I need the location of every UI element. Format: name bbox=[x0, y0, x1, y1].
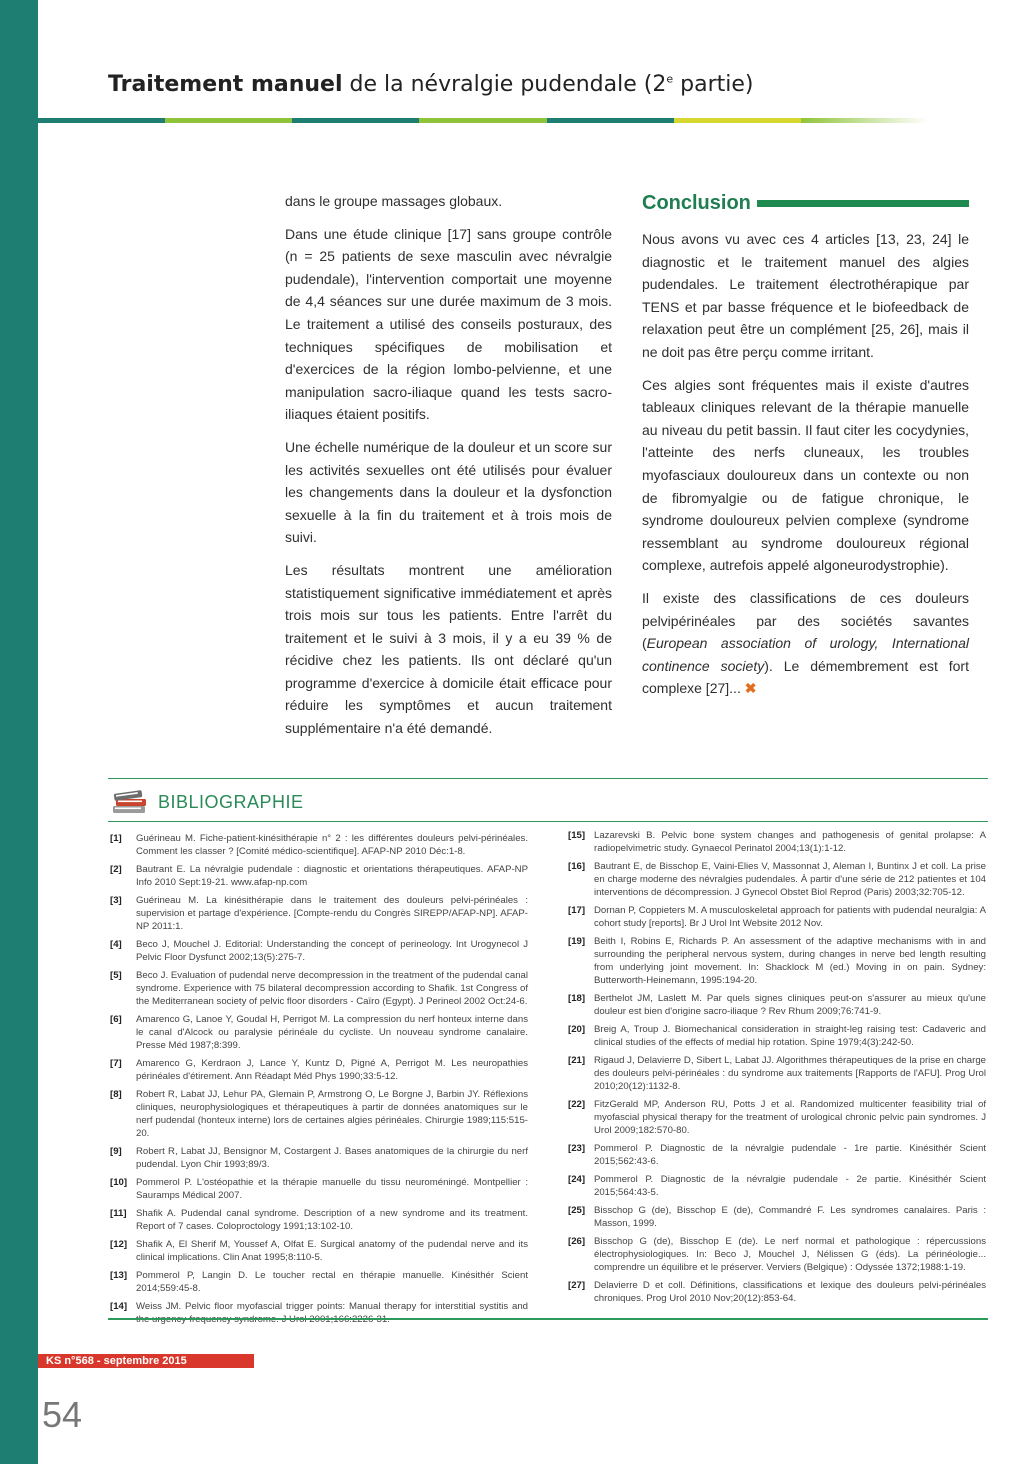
article-title-bold: Traitement manuel bbox=[108, 72, 343, 97]
left-color-strip bbox=[0, 0, 38, 1464]
end-of-article-icon: ✖ bbox=[744, 680, 757, 697]
reference-item bbox=[110, 1145, 528, 1171]
reference-number: [14] bbox=[110, 1301, 128, 1312]
reference-item bbox=[568, 829, 986, 855]
reference-item bbox=[568, 1204, 986, 1230]
article-title bbox=[108, 72, 753, 97]
paragraph: dans le groupe massages globaux. bbox=[285, 193, 503, 209]
reference-text: Delavierre D et coll. Définitions, classifications et lexique des douleurs pelvi-périnéales chroniques. Prog Urol 2010 Nov;20(12):853-64. bbox=[594, 1280, 986, 1304]
conclusion-rule bbox=[757, 200, 969, 207]
reference-item bbox=[110, 1269, 528, 1295]
reference-item bbox=[568, 904, 986, 930]
reference-number: [26] bbox=[568, 1236, 586, 1247]
article-title-sup: e bbox=[666, 72, 674, 86]
reference-text: Guérineau M. Fiche-patient-kinésithérapie n° 2 : les différentes douleurs pelvi-périnéales. Comment les classer ? [Comité médico-scientifique]. AFAP-NP 2010 Déc:1-8. bbox=[136, 833, 528, 857]
page-number: 54 bbox=[42, 1394, 83, 1435]
reference-item bbox=[568, 860, 986, 899]
reference-item bbox=[110, 1300, 528, 1326]
reference-text: Bisschop G (de), Bisschop E (de), Commandré F. Les syndromes canalaires. Paris : Masson, 1999. bbox=[594, 1205, 986, 1229]
conclusion-title: Conclusion bbox=[642, 192, 751, 214]
text-run: Il existe des classifications de ces douleurs pelvipérinéales par des sociétés savantes ( bbox=[642, 589, 969, 652]
reference-text: Bautrant E, de Bisschop E, Vaini-Elies V, Massonnat J, Aleman I, Buntinx J et coll. La prise en charge moderne des névralgies pudendales. À partir d'une série de 212 patientes et 104 interventions de décompression. J Gynecol Obstet Biol Reprod (Paris) 2003;32:705-12. bbox=[594, 861, 986, 898]
conclusion-heading bbox=[642, 192, 969, 215]
reference-text: Rigaud J, Delavierre D, Sibert L, Labat JJ. Algorithmes thérapeutiques de la prise en charge des douleurs pelvi-périnéales : du syndrome aux traitements [Rapports de l'AFU]. Prog Urol 2010;20(12):1132-8. bbox=[594, 1055, 986, 1092]
reference-number: [25] bbox=[568, 1205, 586, 1216]
reference-number: [7] bbox=[110, 1058, 122, 1069]
paragraph: Une échelle numérique de la douleur et un score sur les activités sexuelles ont été utilisés pour évaluer les changements dans la douleur et la dysfonction sexuelle à la fin du traitement et à trois mois de suivi. bbox=[285, 438, 612, 546]
references-right-column bbox=[568, 829, 986, 1310]
references-left-column bbox=[110, 832, 528, 1331]
reference-number: [12] bbox=[110, 1239, 128, 1250]
reference-text: Bautrant E. La névralgie pudendale : diagnostic et orientations thérapeutiques. AFAP-NP Info 2010 Sept:19-21. www.afap-np.com bbox=[136, 864, 528, 888]
reference-number: [8] bbox=[110, 1089, 122, 1100]
reference-item bbox=[110, 1207, 528, 1233]
reference-number: [23] bbox=[568, 1143, 586, 1154]
reference-item bbox=[568, 935, 986, 987]
bibliography-top-rule bbox=[108, 778, 988, 779]
article-title-rest: de la névralgie pudendale (2 bbox=[342, 72, 667, 97]
reference-item bbox=[110, 1176, 528, 1202]
color-bar-segment bbox=[674, 118, 801, 123]
reference-item bbox=[568, 1023, 986, 1049]
reference-number: [17] bbox=[568, 905, 586, 916]
reference-number: [1] bbox=[110, 833, 122, 844]
books-icon bbox=[110, 788, 150, 816]
bibliography-heading bbox=[110, 788, 304, 816]
article-title-end: partie) bbox=[673, 72, 754, 97]
text-run: ). Le démembrement est fort complexe [27]... bbox=[642, 657, 969, 697]
reference-text: Weiss JM. Pelvic floor myofascial trigger points: Manual therapy for interstitial systitis and bbox=[136, 1301, 528, 1312]
color-bar-segment bbox=[38, 118, 165, 123]
reference-number: [27] bbox=[568, 1280, 586, 1291]
reference-item bbox=[110, 1238, 528, 1264]
reference-text: Amarenco G, Kerdraon J, Lance Y, Kuntz D, Pigné A, Perrigot M. Les neuropathies périnéales d'étirement. Ann Réadapt Méd Phys 1990;33:5-12. bbox=[136, 1058, 528, 1082]
reference-number: [10] bbox=[110, 1177, 128, 1188]
journal-issue-label: KS n°568 - septembre 2015 bbox=[38, 1354, 254, 1368]
reference-item bbox=[110, 832, 528, 858]
reference-item bbox=[110, 1088, 528, 1140]
reference-item bbox=[110, 938, 528, 964]
bibliography-title: BIBLIOGRAPHIE bbox=[158, 791, 304, 812]
reference-number: [3] bbox=[110, 895, 122, 906]
reference-number: [4] bbox=[110, 939, 122, 950]
reference-text: Breig A, Troup J. Biomechanical consideration in straight-leg raising test: Cadaveric and clinical studies of the effects of medial hip rotation. Spine 1979;4(3):242-50. bbox=[594, 1024, 986, 1048]
reference-number: [20] bbox=[568, 1024, 586, 1035]
reference-number: [11] bbox=[110, 1208, 127, 1219]
reference-number: [22] bbox=[568, 1099, 586, 1110]
color-bar-segment bbox=[419, 118, 546, 123]
reference-text: Beco J. Evaluation of pudendal nerve decompression in the treatment of the pudendal canal syndrome. Experience with 75 bilateral decompression according to Shafik. 1st Congress of the Mediterranean society of pelvic floor disorders - Caïro (Egypt). J Perineol 2002 Oct:24-6. bbox=[136, 970, 528, 1007]
color-bar-segment bbox=[292, 118, 419, 123]
reference-text: Berthelot JM, Laslett M. Par quels signes cliniques peut-on s'assurer au mieux qu'une douleur est bien d'origine sacro-iliaque ? Rev Rhum 2009;76:741-9. bbox=[594, 993, 986, 1017]
reference-text: Robert R, Labat JJ, Lehur PA, Glemain P, Armstrong O, Le Borgne J, Barbin JY. Réflexions cliniques, neurophysiologiques et thérapeutiques à partir de données anatomiques sur le nerf pudendal (honteux interne) lors de certaines algies périnéales. Chirurgie 1989;115:515-20. bbox=[136, 1089, 528, 1139]
reference-item bbox=[110, 1013, 528, 1052]
reference-number: [2] bbox=[110, 864, 122, 875]
header-color-bar bbox=[38, 118, 928, 123]
reference-text: Shafik A. Pudendal canal syndrome. Description of a new syndrome and its treatment. Report of 7 cases. Coloproctology 1991;13:102-10. bbox=[136, 1208, 528, 1232]
reference-number: [9] bbox=[110, 1146, 122, 1157]
reference-item bbox=[568, 1279, 986, 1305]
reference-item bbox=[568, 1054, 986, 1093]
reference-text: Dornan P, Coppieters M. A musculoskeletal approach for patients with pudendal neuralgia: A cohort study [reports]. Br J Urol Int Website 2012 Nov. bbox=[594, 905, 986, 929]
reference-text: Shafik A, El Sherif M, Youssef A, Olfat E. Surgical anatomy of the pudendal nerve and its clinical implications. Clin Anat 1995;8:110-5. bbox=[136, 1239, 528, 1263]
color-bar-segment bbox=[547, 118, 674, 123]
paragraph: Les résultats montrent une amélioration statistiquement significative immédiatement et après trois mois sur tous les patients. Entre l'arrêt du traitement et le suivi à 3 mois, il y a eu 39 % de récidive chez les patients. Ils ont déclaré qu'un programme d'exercice à domicile était efficace pour réduire les symptômes et aucun traitement supplémentaire n'a été demandé. bbox=[285, 561, 612, 737]
reference-text: Lazarevski B. Pelvic bone system changes and pathogenesis of genital prolapse: A radiopelvimetric study. Gynaecol Perinatol 2004;13(1):1-12. bbox=[594, 830, 986, 854]
reference-item bbox=[568, 1235, 986, 1274]
reference-number: [21] bbox=[568, 1055, 586, 1066]
color-bar-segment bbox=[801, 118, 928, 123]
conclusion-column bbox=[642, 228, 969, 710]
reference-number: [5] bbox=[110, 970, 122, 981]
reference-item bbox=[568, 992, 986, 1018]
reference-text: Robert R, Labat JJ, Bensignor M, Costargent J. Bases anatomiques de la chirurgie du nerf pudendal. Lyon Chir 1993;89/3. bbox=[136, 1146, 528, 1170]
reference-text: Pommerol P. Diagnostic de la névralgie pudendale - 2e partie. Kinésithér Scient 2015;564:43-5. bbox=[594, 1174, 986, 1198]
reference-number: [24] bbox=[568, 1174, 586, 1185]
paragraph bbox=[642, 587, 969, 700]
reference-number: [15] bbox=[568, 830, 586, 841]
color-bar-segment bbox=[165, 118, 292, 123]
reference-text: Beco J, Mouchel J. Editorial: Understanding the concept of perineology. Int Urogynecol J Pelvic Floor Dysfunct 2002;13(5):275-7. bbox=[136, 939, 528, 963]
italic-text-run: European association of urology, International continence society bbox=[642, 635, 969, 674]
paragraph: Ces algies sont fréquentes mais il existe d'autres tableaux cliniques relevant de la thérapie manuelle au niveau du petit bassin. Il faut citer les cocydynies, l'atteinte des nerfs cluneaux, les troubles myofasciaux douloureux dans un contexte ou non de fibromyalgie ou de fatigue chronique, le syndrome douloureux pelvien complexe (syndrome ressemblant au syndrome douloureux régional complexe, autrefois appelé algoneurodystrophie). bbox=[642, 376, 969, 574]
bibliography-bottom-rule bbox=[108, 1318, 988, 1320]
reference-number: [18] bbox=[568, 993, 586, 1004]
reference-number: [6] bbox=[110, 1014, 122, 1025]
reference-text: Pommerol P. L'ostéopathie et la thérapie manuelle du tissu neuroméningé. Montpellier : Sauramps Médical 2007. bbox=[136, 1177, 528, 1201]
reference-item bbox=[568, 1098, 986, 1137]
reference-item bbox=[110, 969, 528, 1008]
reference-number: [13] bbox=[110, 1270, 128, 1281]
reference-text: Guérineau M. La kinésithérapie dans le traitement des douleurs pelvi-périnéales : supervision et partage d'expérience. [Compte-rendu du Congrès SIREPP/AFAP-NP]. AFAP-NP 2011:1. bbox=[136, 895, 528, 932]
reference-item bbox=[110, 1057, 528, 1083]
reference-item bbox=[110, 894, 528, 933]
reference-text: Beith I, Robins E, Richards P. An assessment of the adaptive mechanisms with in and surrounding the peripheral nervous system, during changes in nerve bed length resulting from underlying joint movement. In: Shacklock M (ed.) Moving in on pain. Sydney: Butterworth-Heinemann, 1995:194-20. bbox=[594, 936, 986, 986]
reference-item bbox=[568, 1173, 986, 1199]
paragraph: Nous avons vu avec ces 4 articles [13, 23, 24] le diagnostic et le traitement manuel des algies pudendales. Le traitement électrothérapique par TENS et par basse fréquence et le biofeedback de relaxation peut être un complément [25, 26], mais il ne doit pas être perçu comme irritant. bbox=[642, 231, 969, 360]
reference-text: FitzGerald MP, Anderson RU, Potts J et al. Randomized multicenter feasibility trial of myofascial physical therapy for the treatment of urological chronic pelvic pain syndromes. J Urol 2009;182:570-80. bbox=[594, 1099, 986, 1136]
bibliography-sub-rule bbox=[108, 821, 988, 822]
reference-text: Pommerol P. Diagnostic de la névralgie pudendale - 1re partie. Kinésithér Scient 2015;562:43-6. bbox=[594, 1143, 986, 1167]
reference-number: [16] bbox=[568, 861, 586, 872]
reference-number: [19] bbox=[568, 936, 586, 947]
reference-text: Bisschop G (de), Bisschop E (de). Le nerf normal et pathologique : répercussions électrophysiologiques. In: Beco J, Mouchel J, Nélissen G (éds). La périnéologie... comprendre un équilibre et le préserver. Verviers (Belgique) : Odyssée 1372;1988:1-19. bbox=[594, 1236, 986, 1273]
reference-item bbox=[568, 1142, 986, 1168]
reference-item bbox=[110, 863, 528, 889]
paragraph: Dans une étude clinique [17] sans groupe contrôle (n = 25 patients de sexe masculin avec névralgie pudendale), l'intervention comportait une moyenne de 4,4 séances sur une durée maximum de 3 mois. Le traitement a utilisé des conseils posturaux, des techniques spécifiques de mobilisation et d'exercices de la région lombo-pelvienne, et une manipulation sacro-iliaque quand les tests sacro-iliaques étaient positifs. bbox=[285, 225, 612, 423]
reference-text: Amarenco G, Lanoe Y, Goudal H, Perrigot M. La compression du nerf honteux interne dans le canal d'Alcock ou paralysie périnéale du cycliste. Un nouveau syndrome canalaire. Presse Méd 1987;8:399. bbox=[136, 1014, 528, 1051]
reference-text: Pommerol P, Langin D. Le toucher rectal en thérapie manuelle. Kinésithér Scient 2014;559:45-8. bbox=[136, 1270, 528, 1294]
middle-column bbox=[285, 190, 612, 750]
